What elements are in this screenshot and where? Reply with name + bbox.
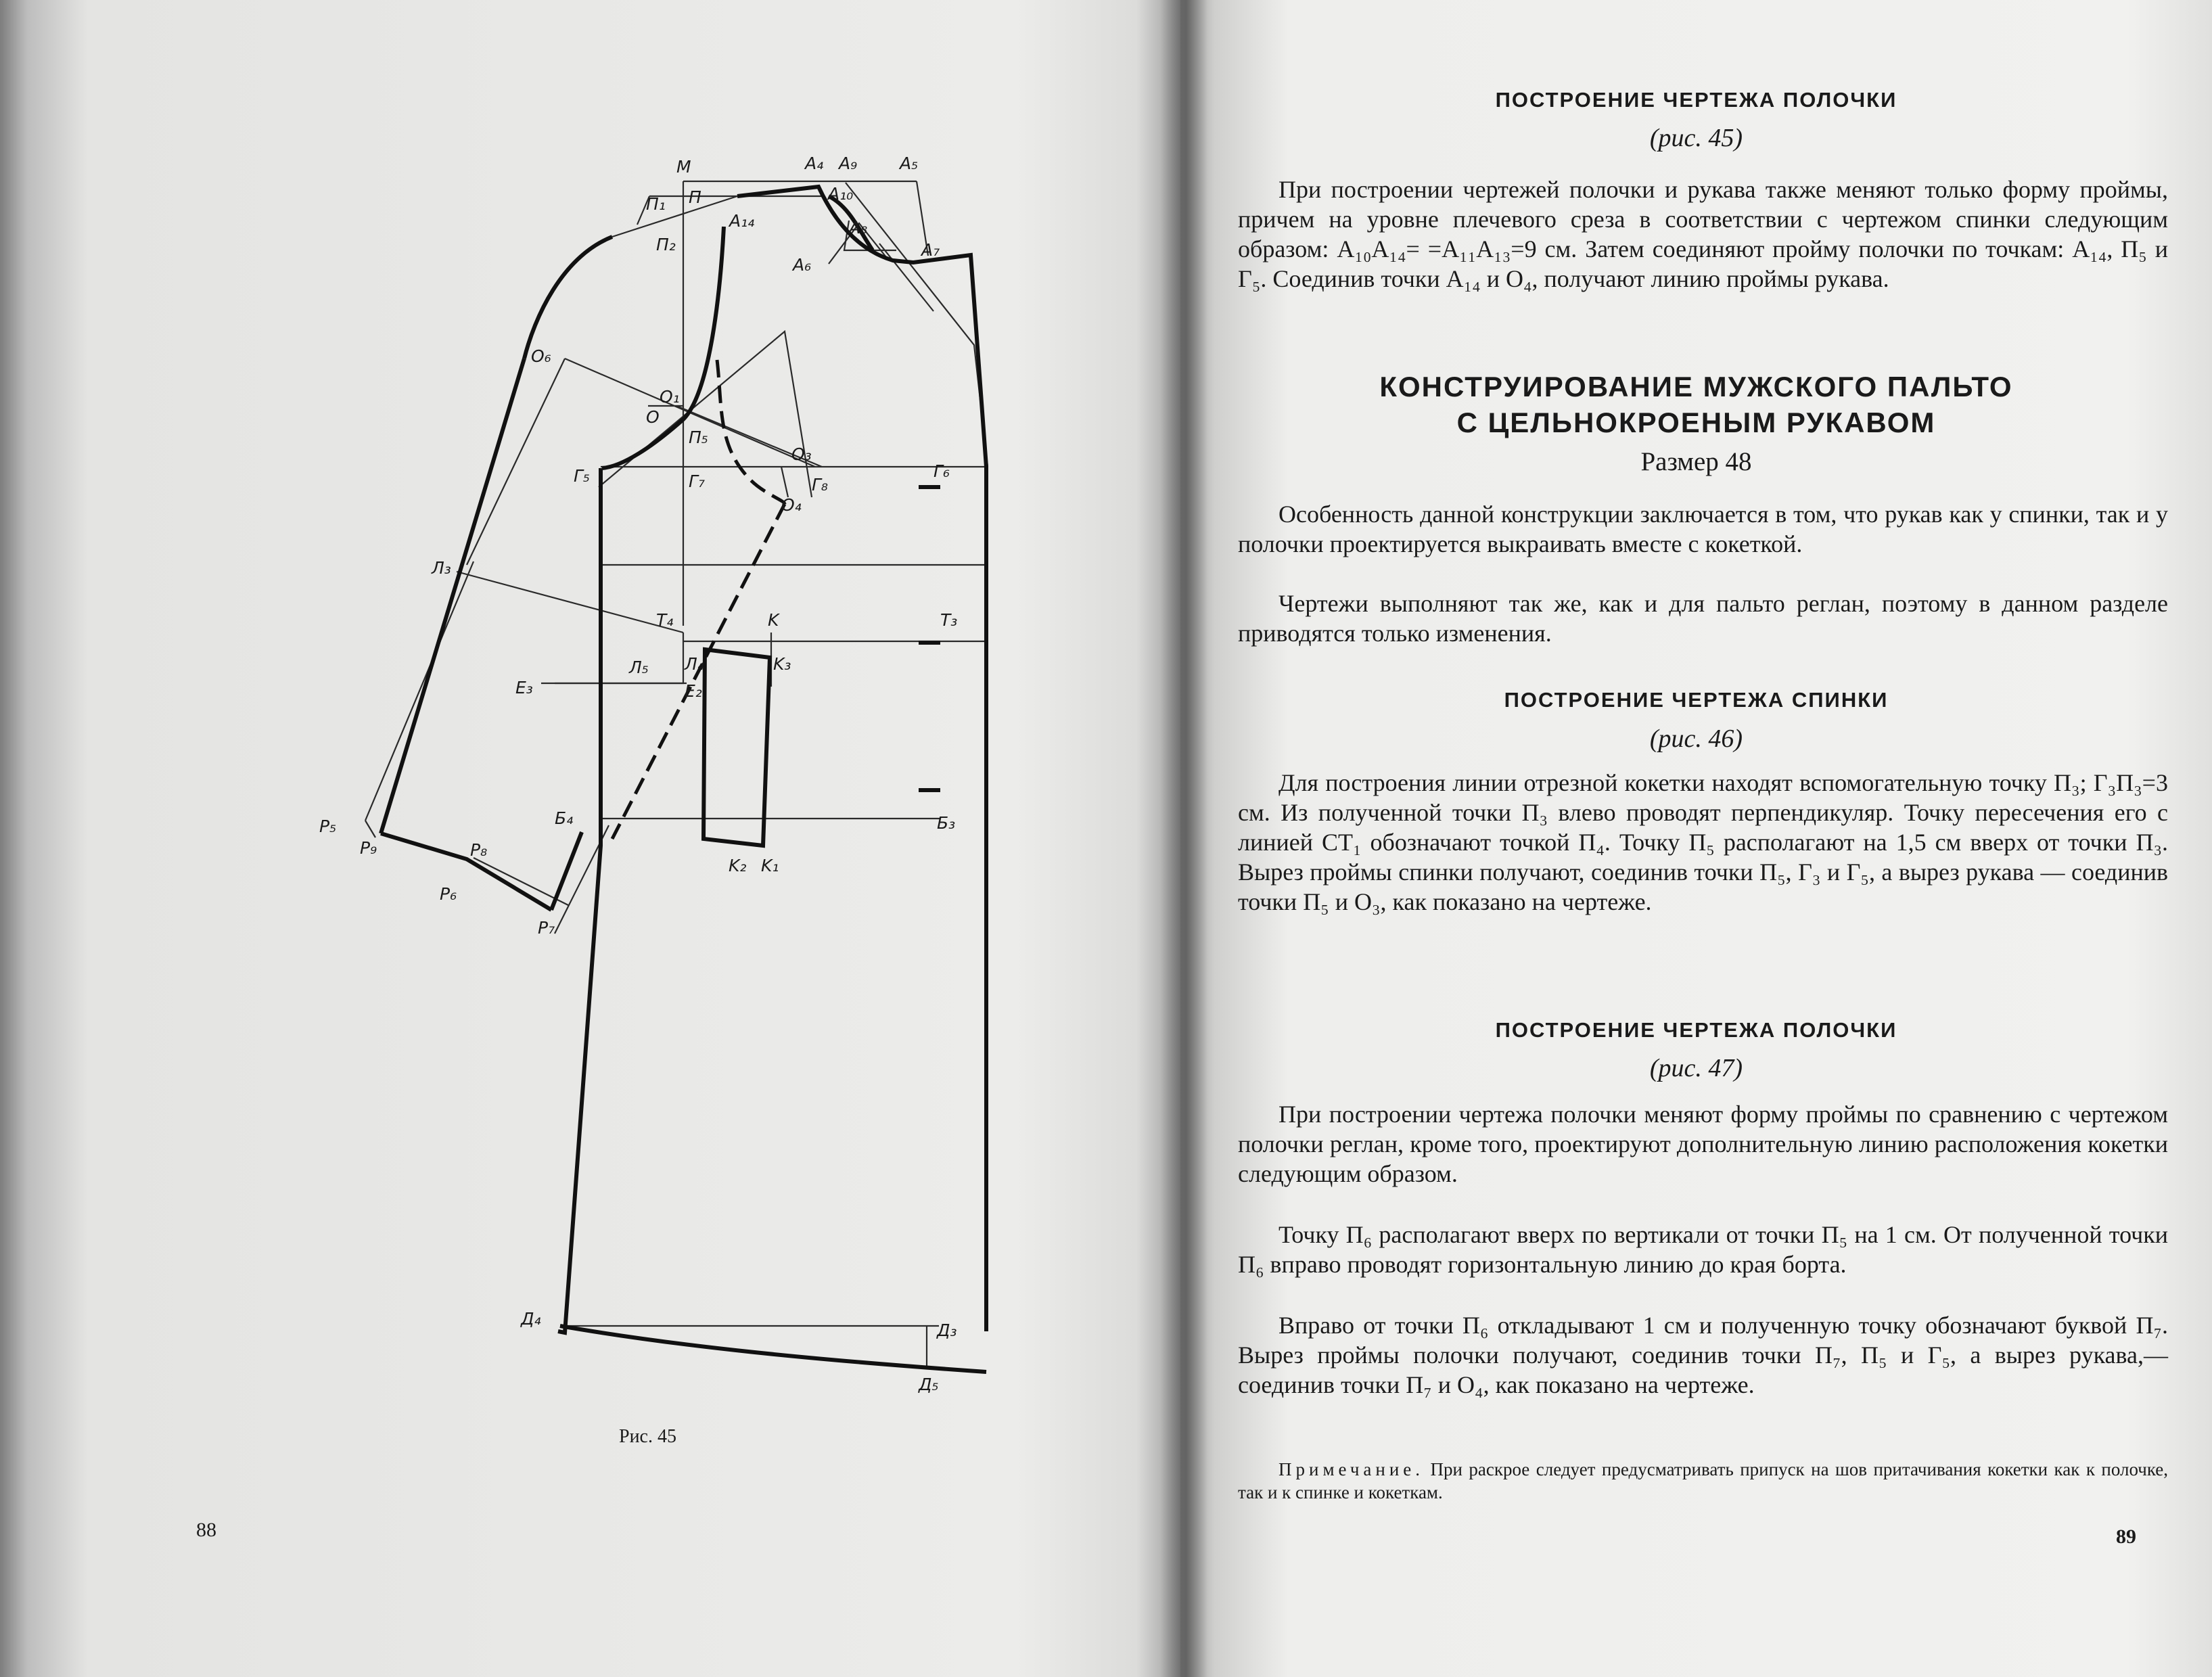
main-title-line1: КОНСТРУИРОВАНИЕ МУЖСКОГО ПАЛЬТО [1379,371,2013,403]
label-a9: A₉ [839,154,858,173]
tick-marks [919,487,940,790]
note-label: Примечание. [1278,1459,1425,1479]
label-d5: Д₅ [919,1375,939,1394]
label-e2: E₂ [685,681,702,701]
label-g8: Г₈ [812,475,828,495]
intro-paragraph-1: Особенность данной конструкции заключается в том, что рукав как у спинки, так и у полочки проектируется выкраивать вместе с кокеткой. [1238,501,2168,557]
label-a10: A₁₀ [828,184,854,204]
label-p1: П₁ [646,194,666,214]
right-page [1180,0,2212,1677]
label-r6: Р₆ [440,884,457,904]
label-k3: K₃ [773,654,791,674]
section3-paragraph-2: Точку П₆ располагают вверх по вертикали от точки П₅ на 1 см. От полученной точки П₆ вправо проводят горизонтальную линию до края борта. [1238,1221,2168,1278]
label-o4: O₄ [781,495,802,515]
label-d4: Д₄ [521,1309,541,1329]
section3-paragraph-3: Вправо от точки П₆ откладывают 1 см и полученную точку обозначают буквой П₇. Вырез проймы полочки получают, соединив точки П₇, П₅ и Г₅, а вырез рукава,— соединив точки П₇ и O₄, как показано на чертеже. [1238,1312,2168,1398]
section3-paragraph-1: При построении чертежа полочки меняют форму проймы по сравнению с чертежом полочки реглан, кроме того, проектируют дополнительную линию расположения кокетки следующим образом. [1238,1101,2168,1187]
label-o1: O₁ [660,387,680,407]
point-labels [319,154,957,1394]
label-t4: Т₄ [656,610,674,630]
section2-title: ПОСТРОЕНИЕ ЧЕРТЕЖА СПИНКИ [1504,688,1889,712]
label-p2: П₂ [656,235,676,254]
label-b4: Б₄ [555,808,574,828]
section2-text: Для построения линии отрезной кокетки находят вспомогательную точку П₃; Г₃П₃=3 см. Из полученной точки П₃ влево проводят перпендикуляр. Точку пересечения его с линией СТ₁ обозначают точкой П₄. Точку П₅ располагают на 1,5 см вверх от точки П₃. Вырез проймы спинки получают, соединив точки П₅, Г₃ и Г₅, а вырез рукава — соединив точки П₅ и O₃, как показано на чертеже. [1238,769,2168,915]
label-p: П [689,187,701,207]
label-a5: A₅ [900,154,919,173]
label-g7: Г₇ [689,472,705,491]
note [1238,1458,2168,1504]
page-number-right: 89 [2116,1525,2136,1548]
page-number-left: 88 [196,1519,216,1541]
main-title-line2: С ЦЕЛЬНОКРОЕНЫМ РУКАВОМ [1456,407,1936,438]
label-o6: O₆ [531,346,551,366]
intro-paragraph-2: Чертежи выполняют так же, как и для пальто реглан, поэтому в данном разделе приводятся только изменения. [1238,590,2168,647]
label-a7: A₇ [921,240,940,260]
label-a8: A₈ [849,218,868,237]
label-k1: K₁ [761,856,779,875]
label-g6: Г₆ [934,461,950,481]
section1-ref: (рис. 45) [1649,124,1743,152]
label-a6: A₆ [793,255,812,275]
label-r5: Р₅ [319,817,337,836]
label-o: O [646,407,660,427]
label-m: M [676,157,691,177]
label-p5: П₅ [689,428,708,447]
label-a4: A₄ [805,154,824,173]
label-e3: E₃ [515,678,533,697]
label-r7: Р₇ [538,918,555,938]
label-a14: A₁₄ [729,211,755,231]
label-k: K [768,610,779,630]
section1-text: При построении чертежей полочки и рукава также меняют только форму проймы, причем на уровне плечевого среза в соответствии с чертежом спинки следующим образом: A₁₀A₁₄= =A₁₁A₁₃=9 см. Затем соединяют пройму полочки по точкам: A₁₄, П₅ и Г₅. Соединив точки A₁₄ и O₄, получают линию проймы рукава. [1238,176,2168,292]
section2-ref: (рис. 46) [1649,725,1743,753]
label-g5: Г₅ [574,466,590,486]
label-o3: O₃ [791,444,812,464]
label-k2: K₂ [729,856,747,875]
label-t3: Т₃ [940,610,958,630]
label-r8: Р₈ [470,840,488,860]
label-l4: Л₄ [685,654,704,674]
figure-caption: Рис. 45 [619,1426,676,1447]
book-fold-shadow [1160,0,1207,1677]
section1-title: ПОСТРОЕНИЕ ЧЕРТЕЖА ПОЛОЧКИ [1495,88,1897,112]
note-text: При раскрое следует предусматривать припуск на шов притачивания кокетки как к полочке, так и к спинке и кокеткам. [1238,1459,2169,1502]
construction-lines [365,181,988,1366]
label-l5: Л₅ [629,658,649,677]
label-r9: Р₉ [360,838,377,858]
label-d3: Д₃ [937,1320,957,1340]
size-label: Размер 48 [1640,447,1752,476]
label-l3: Л₃ [432,558,451,578]
label-b3: Б₃ [937,813,956,833]
section3-title: ПОСТРОЕНИЕ ЧЕРТЕЖА ПОЛОЧКИ [1495,1018,1897,1042]
section3-ref: (рис. 47) [1649,1054,1743,1082]
